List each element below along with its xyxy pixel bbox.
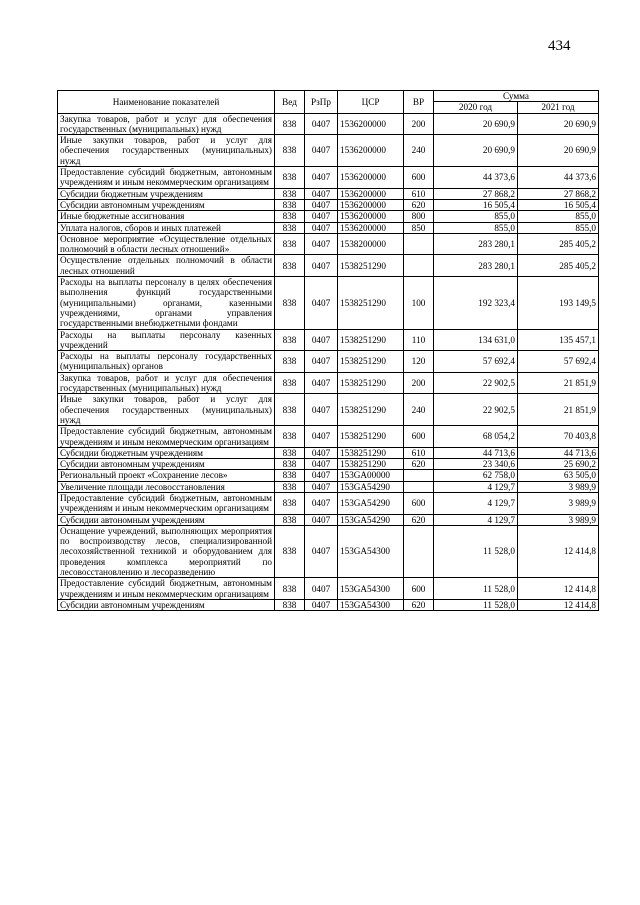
table-row [58,211,599,222]
row-vr [404,233,434,255]
table-row [58,135,599,167]
table-row [58,470,599,481]
row-rzpr: 0407 [305,277,338,329]
row-2021: 21 851,9 [518,372,599,394]
row-csr: 1536200000 [338,222,404,233]
row-2021: 3 989,9 [518,514,599,525]
row-csr: 1538251290 [338,277,404,329]
row-ved: 838 [275,481,305,492]
row-name: Субсидии автономным учреждениям [58,199,275,210]
row-rzpr: 0407 [305,222,338,233]
row-vr: 600 [404,578,434,600]
row-vr: 610 [404,447,434,458]
row-name: Основное мероприятие «Осуществление отдельных полномочий в области лесных отношений» [58,233,275,255]
row-2020: 134 631,0 [434,329,518,351]
row-rzpr: 0407 [305,188,338,199]
row-2020: 855,0 [434,211,518,222]
row-rzpr: 0407 [305,599,338,610]
row-rzpr: 0407 [305,459,338,470]
row-rzpr: 0407 [305,470,338,481]
row-ved: 838 [275,167,305,189]
table-row [58,459,599,470]
row-name: Иные закупки товаров, работ и услуг для обеспечения государственных (муниципальных) нужд [58,394,275,426]
row-ved: 838 [275,329,305,351]
row-name: Субсидии автономным учреждениям [58,514,275,525]
row-rzpr: 0407 [305,514,338,525]
row-csr: 1538251290 [338,372,404,394]
row-vr: 200 [404,372,434,394]
row-ved: 838 [275,599,305,610]
table-row [58,277,599,329]
table-row [58,514,599,525]
row-vr: 620 [404,199,434,210]
row-name: Осуществление отдельных полномочий в области лесных отношений [58,255,275,277]
table-row [58,599,599,610]
table-row [58,394,599,426]
row-2020: 27 868,2 [434,188,518,199]
row-vr: 850 [404,222,434,233]
row-2020: 4 129,7 [434,492,518,514]
row-csr: 153GA54290 [338,481,404,492]
row-name: Предоставление субсидий бюджетным, автономным учреждениям и иным некоммерческим организациям [58,167,275,189]
row-vr: 200 [404,113,434,135]
row-2021: 63 505,0 [518,470,599,481]
row-name: Закупка товаров, работ и услуг для обеспечения государственных (муниципальных) нужд [58,372,275,394]
row-name: Предоставление субсидий бюджетным, автономным учреждениям и иным некоммерческим организациям [58,578,275,600]
row-vr [404,470,434,481]
row-vr: 620 [404,514,434,525]
row-csr: 1536200000 [338,199,404,210]
row-2021: 855,0 [518,222,599,233]
row-2020: 4 129,7 [434,481,518,492]
row-ved: 838 [275,188,305,199]
table-row [58,329,599,351]
row-csr: 1538251290 [338,447,404,458]
row-2020: 57 692,4 [434,351,518,373]
row-rzpr: 0407 [305,113,338,135]
row-2020: 23 340,6 [434,459,518,470]
row-vr [404,255,434,277]
row-rzpr: 0407 [305,199,338,210]
table-row [58,167,599,189]
row-2021: 285 405,2 [518,255,599,277]
row-2021: 20 690,9 [518,135,599,167]
row-csr: 1538251290 [338,255,404,277]
row-2021: 135 457,1 [518,329,599,351]
row-name: Субсидии бюджетным учреждениям [58,188,275,199]
header-2020: 2020 год [434,102,518,113]
row-rzpr: 0407 [305,525,338,577]
row-ved: 838 [275,351,305,373]
row-rzpr: 0407 [305,447,338,458]
row-2020: 192 323,4 [434,277,518,329]
row-name: Закупка товаров, работ и услуг для обеспечения государственных (муниципальных) нужд [58,113,275,135]
row-vr: 620 [404,599,434,610]
row-csr: 1538251290 [338,329,404,351]
row-vr: 240 [404,394,434,426]
row-vr [404,481,434,492]
row-ved: 838 [275,426,305,448]
row-rzpr: 0407 [305,481,338,492]
row-2020: 4 129,7 [434,514,518,525]
row-csr: 153GA00000 [338,470,404,481]
table-row [58,233,599,255]
row-vr: 240 [404,135,434,167]
row-2021: 855,0 [518,211,599,222]
table-row [58,222,599,233]
row-rzpr: 0407 [305,394,338,426]
row-rzpr: 0407 [305,135,338,167]
row-rzpr: 0407 [305,255,338,277]
row-rzpr: 0407 [305,426,338,448]
table-row [58,188,599,199]
row-2020: 283 280,1 [434,255,518,277]
header-2021: 2021 год [518,102,599,113]
row-csr: 1538200000 [338,233,404,255]
row-2021: 44 373,6 [518,167,599,189]
row-ved: 838 [275,277,305,329]
row-csr: 1536200000 [338,135,404,167]
row-ved: 838 [275,459,305,470]
row-ved: 838 [275,211,305,222]
row-2020: 11 528,0 [434,525,518,577]
row-vr: 110 [404,329,434,351]
row-2020: 855,0 [434,222,518,233]
table-row [58,481,599,492]
row-2020: 44 373,6 [434,167,518,189]
row-2020: 20 690,9 [434,135,518,167]
row-ved: 838 [275,394,305,426]
row-ved: 838 [275,578,305,600]
row-vr [404,525,434,577]
row-2021: 3 989,9 [518,481,599,492]
header-name: Наименование показателей [58,91,275,114]
row-vr: 620 [404,459,434,470]
row-2020: 16 505,4 [434,199,518,210]
header-sum: Сумма [434,91,599,102]
header-vr: ВР [404,91,434,114]
row-vr: 610 [404,188,434,199]
row-csr: 153GA54290 [338,492,404,514]
row-rzpr: 0407 [305,492,338,514]
row-2020: 11 528,0 [434,599,518,610]
row-vr: 800 [404,211,434,222]
row-ved: 838 [275,222,305,233]
row-name: Расходы на выплаты персоналу в целях обеспечения выполнения функций государственными (муниципальными) органами, казенными учреждениями, органами управления государственными внебюджетными фондами [58,277,275,329]
row-2021: 44 713,6 [518,447,599,458]
row-2021: 27 868,2 [518,188,599,199]
row-name: Иные закупки товаров, работ и услуг для обеспечения государственных (муниципальных) нужд [58,135,275,167]
row-csr: 153GA54300 [338,525,404,577]
header-ved: Вед [275,91,305,114]
page-number: 434 [548,38,571,54]
table-row [58,199,599,210]
row-ved: 838 [275,525,305,577]
row-2021: 12 414,8 [518,525,599,577]
row-name: Расходы на выплаты персоналу казенных учреждений [58,329,275,351]
row-csr: 1538251290 [338,394,404,426]
table-row [58,492,599,514]
row-ved: 838 [275,135,305,167]
row-2021: 16 505,4 [518,199,599,210]
row-2020: 68 054,2 [434,426,518,448]
row-csr: 1536200000 [338,167,404,189]
row-name: Предоставление субсидий бюджетным, автономным учреждениям и иным некоммерческим организациям [58,492,275,514]
row-csr: 153GA54300 [338,578,404,600]
row-csr: 153GA54290 [338,514,404,525]
row-rzpr: 0407 [305,167,338,189]
row-vr: 100 [404,277,434,329]
row-2021: 12 414,8 [518,578,599,600]
row-2021: 57 692,4 [518,351,599,373]
row-2021: 3 989,9 [518,492,599,514]
row-csr: 1538251290 [338,351,404,373]
row-ved: 838 [275,514,305,525]
row-name: Региональный проект «Сохранение лесов» [58,470,275,481]
row-2020: 22 902,5 [434,394,518,426]
row-2021: 285 405,2 [518,233,599,255]
row-2020: 22 902,5 [434,372,518,394]
table-row [58,351,599,373]
row-rzpr: 0407 [305,329,338,351]
row-2020: 44 713,6 [434,447,518,458]
row-name: Оснащение учреждений, выполняющих мероприятия по воспроизводству лесов, специализированной лесохозяйственной техникой и оборудованием для проведения комплекса мероприятий по лесовосстановлению и лесоразведению [58,525,275,577]
row-2021: 21 851,9 [518,394,599,426]
table-row [58,426,599,448]
row-csr: 1538251290 [338,426,404,448]
row-name: Расходы на выплаты персоналу государственных (муниципальных) органов [58,351,275,373]
row-ved: 838 [275,470,305,481]
row-ved: 838 [275,372,305,394]
row-name: Субсидии бюджетным учреждениям [58,447,275,458]
row-rzpr: 0407 [305,578,338,600]
row-vr: 600 [404,426,434,448]
row-csr: 153GA54300 [338,599,404,610]
row-csr: 1538251290 [338,459,404,470]
row-csr: 1536200000 [338,188,404,199]
row-vr: 120 [404,351,434,373]
row-rzpr: 0407 [305,372,338,394]
row-name: Предоставление субсидий бюджетным, автономным учреждениям и иным некоммерческим организациям [58,426,275,448]
table-row [58,255,599,277]
row-name: Увеличение площади лесовосстановления [58,481,275,492]
row-name: Субсидии автономным учреждениям [58,459,275,470]
row-ved: 838 [275,255,305,277]
row-ved: 838 [275,113,305,135]
table-row [58,113,599,135]
row-2021: 25 690,2 [518,459,599,470]
row-2020: 283 280,1 [434,233,518,255]
table-row [58,372,599,394]
budget-table [57,90,599,611]
row-ved: 838 [275,492,305,514]
row-2020: 11 528,0 [434,578,518,600]
header-rzpr: РзПр [305,91,338,114]
row-2020: 20 690,9 [434,113,518,135]
row-name: Субсидии автономным учреждениям [58,599,275,610]
row-ved: 838 [275,233,305,255]
row-2021: 12 414,8 [518,599,599,610]
row-csr: 1536200000 [338,211,404,222]
row-rzpr: 0407 [305,233,338,255]
row-2021: 193 149,5 [518,277,599,329]
row-rzpr: 0407 [305,351,338,373]
row-rzpr: 0407 [305,211,338,222]
row-2021: 70 403,8 [518,426,599,448]
row-2020: 62 758,0 [434,470,518,481]
row-ved: 838 [275,199,305,210]
row-name: Уплата налогов, сборов и иных платежей [58,222,275,233]
row-2021: 20 690,9 [518,113,599,135]
header-csr: ЦСР [338,91,404,114]
row-name: Иные бюджетные ассигнования [58,211,275,222]
table-row [58,525,599,577]
table-row [58,578,599,600]
row-csr: 1536200000 [338,113,404,135]
row-vr: 600 [404,492,434,514]
row-vr: 600 [404,167,434,189]
row-ved: 838 [275,447,305,458]
table-row [58,447,599,458]
